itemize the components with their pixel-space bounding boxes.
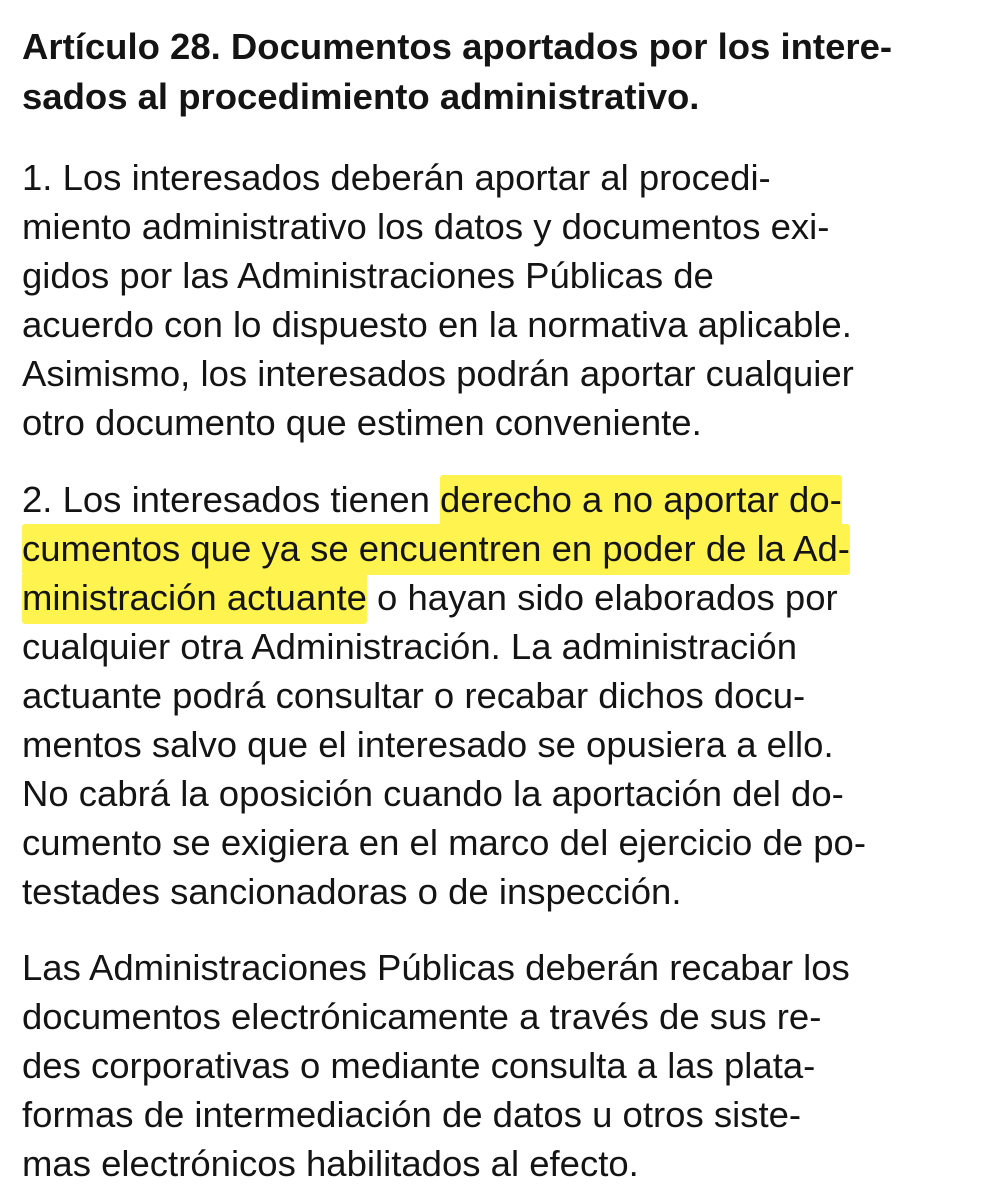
paragraph-1-line: miento administrativo los datos y documentos exi- [22,206,830,247]
paragraph-3-line: formas de intermediación de datos u otros siste- [22,1094,802,1135]
paragraph-3-line: Las Administraciones Públicas deberán recabar los [22,947,850,988]
highlighted-text: derecho a no aportar do- [440,475,842,526]
paragraph-1-line: acuerdo con lo dispuesto en la normativa aplicable. [22,304,852,345]
paragraph-1-line: 1. Los interesados deberán aportar al procedi- [22,157,771,198]
article-title-line-2: sados al procedimiento administrativo. [22,76,700,117]
paragraph-2-text: 2. Los interesados tienen [22,479,441,520]
paragraph-2-line: No cabrá la oposición cuando la aportación del do- [22,773,844,814]
paragraph-3-line: des corporativas o mediante consulta a las plata- [22,1045,816,1086]
paragraph-2-line [22,577,838,618]
paragraph-1-line: otro documento que estimen conveniente. [22,402,702,443]
paragraph-2-line: cumento se exigiera en el marco del ejercicio de po- [22,822,866,863]
paragraph-1-line: gidos por las Administraciones Públicas de [22,255,714,296]
paragraph-3-line: mas electrónicos habilitados al efecto. [22,1143,639,1184]
article-title-line-1: Artículo 28. Documentos aportados por los intere- [22,26,893,67]
paragraph-2-line: testades sancionadoras o de inspección. [22,871,682,912]
highlighted-text: ministración actuante [22,573,367,624]
paragraph-2-line: mentos salvo que el interesado se opusiera a ello. [22,724,834,765]
paragraph-2-line [22,479,842,520]
paragraph-2-text: o hayan sido elaborados por [366,577,838,618]
highlighted-text: cumentos que ya se encuentren en poder de la Ad- [22,524,850,575]
paragraph-2-line [22,528,850,569]
paragraph-3-line: documentos electrónicamente a través de sus re- [22,996,822,1037]
paragraph-2-line: actuante podrá consultar o recabar dichos docu- [22,675,806,716]
paragraph-1-line: Asimismo, los interesados podrán aportar cualquier [22,353,854,394]
paragraph-2-line: cualquier otra Administración. La administración [22,626,798,667]
